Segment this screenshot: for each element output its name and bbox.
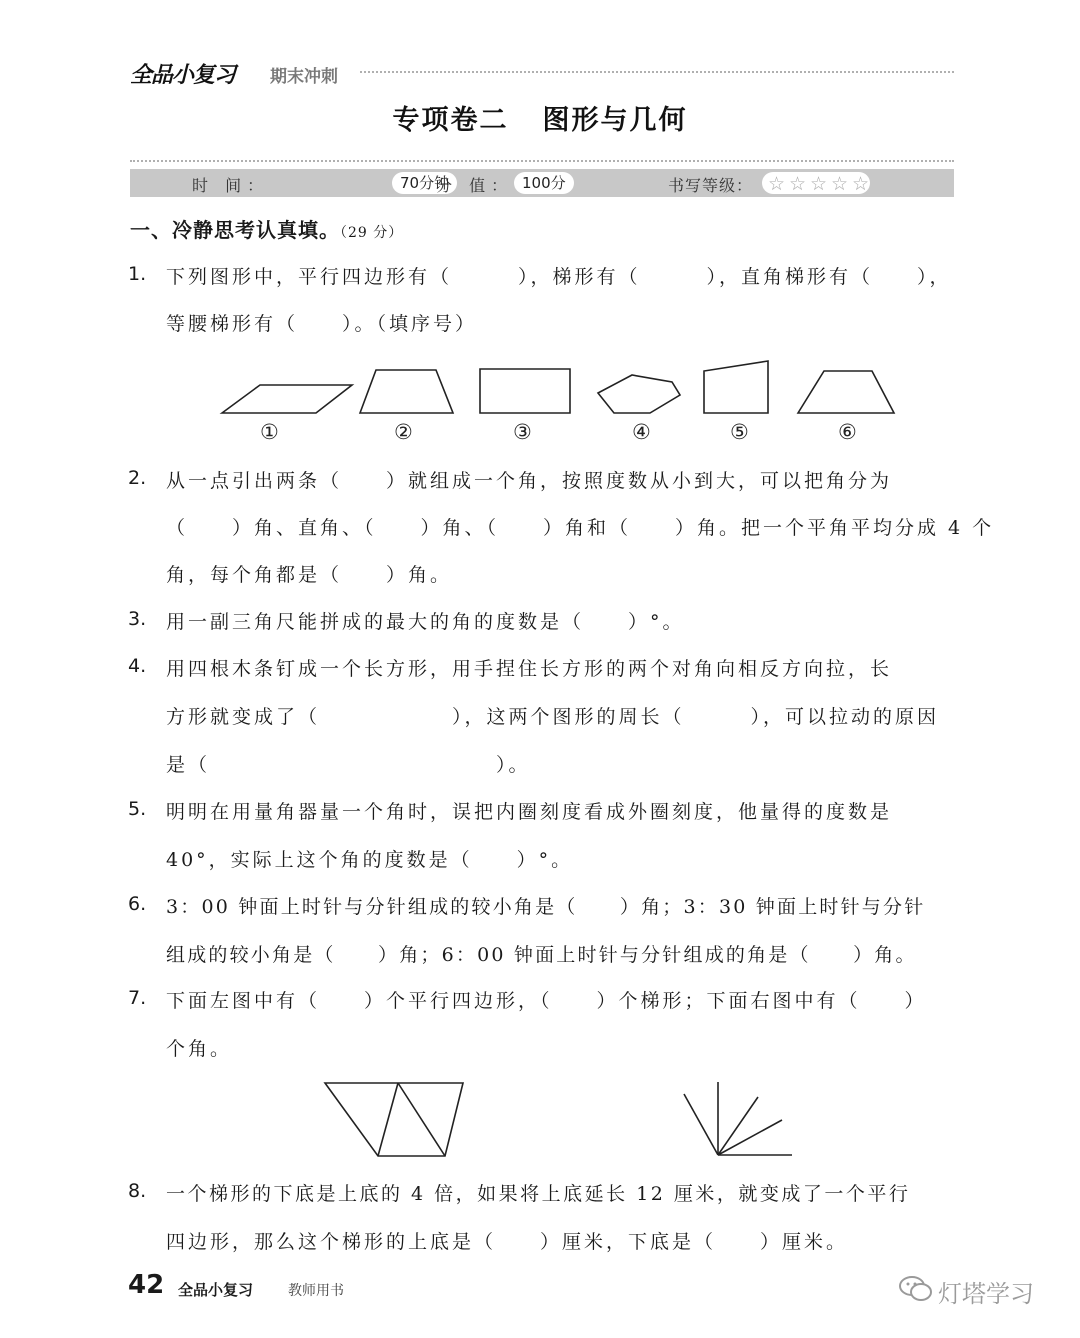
footer-subtitle: 教师用书 bbox=[288, 1283, 344, 1299]
title-divider bbox=[130, 160, 954, 162]
star-icon: ☆ bbox=[789, 173, 807, 195]
question-number: 4. bbox=[128, 655, 147, 677]
question-line: 用一副三角尺能拼成的最大的角的度数是（ ）°。 bbox=[166, 611, 685, 633]
question-line: 40°，实际上这个角的度数是（ ）°。 bbox=[166, 849, 574, 871]
star-icon: ☆ bbox=[831, 173, 849, 195]
section-heading bbox=[130, 214, 403, 243]
question-line: 方形就变成了（ ），这两个图形的周长（ ），可以拉动的原因 bbox=[166, 706, 940, 728]
shape-label: ① bbox=[260, 420, 279, 444]
question-number: 3. bbox=[128, 608, 147, 630]
time-label: 时 间： bbox=[192, 176, 270, 195]
shape-label: ⑤ bbox=[730, 420, 749, 444]
shape-6-isosceles-trapezoid bbox=[798, 371, 894, 413]
question-line: 是（ ）。 bbox=[166, 754, 531, 776]
shape-3-rectangle bbox=[480, 369, 570, 413]
page-title bbox=[0, 98, 1080, 137]
question-line: 3：00 钟面上时针与分针组成的较小角是（ ）角；3：30 钟面上时针与分针 bbox=[166, 896, 926, 918]
shape-label: ④ bbox=[632, 420, 651, 444]
title-part1: 专项卷二 bbox=[392, 105, 509, 136]
quadrilateral-figures bbox=[210, 355, 910, 450]
question-line: 个角。 bbox=[166, 1038, 233, 1060]
shape-5-right-trapezoid bbox=[704, 361, 768, 413]
question-line: 明明在用量角器量一个角时，误把内圈刻度看成外圈刻度，他量得的度数是 bbox=[166, 801, 893, 823]
shape-4-pentagon bbox=[598, 375, 680, 413]
shape-1-parallelogram bbox=[222, 385, 352, 413]
page-header bbox=[130, 58, 954, 88]
grade-stars bbox=[762, 172, 870, 194]
question-line: 组成的较小角是（ ）角；6：00 钟面上时针与分针组成的角是（ ）角。 bbox=[166, 944, 917, 966]
time-value: 70分钟 bbox=[392, 172, 457, 194]
question-number: 8. bbox=[128, 1180, 147, 1202]
shape-label: ② bbox=[394, 420, 413, 444]
page-number: 42 bbox=[128, 1270, 165, 1300]
footer-brand: 全品小复习 bbox=[178, 1281, 254, 1299]
star-icon: ☆ bbox=[852, 173, 870, 195]
question-line: 四边形，那么这个梯形的上底是（ ）厘米，下底是（ ）厘米。 bbox=[166, 1231, 849, 1253]
shape-2-trapezoid bbox=[360, 370, 453, 413]
question-line: 角，每个角都是（ ）角。 bbox=[166, 564, 453, 586]
title-part2: 图形与几何 bbox=[542, 105, 688, 136]
section-points: （29 分） bbox=[340, 225, 404, 241]
question-number: 1. bbox=[128, 263, 147, 285]
question-line: 一个梯形的下底是上底的 4 倍，如果将上底延长 12 厘米，就变成了一个平行 bbox=[166, 1183, 911, 1205]
question-number: 2. bbox=[128, 467, 147, 489]
question-line: 从一点引出两条（ ）就组成一个角，按照度数从小到大，可以把角分为 bbox=[166, 470, 893, 492]
brand-logo: 全品小复习 bbox=[130, 63, 236, 88]
wechat-icon bbox=[898, 1274, 934, 1304]
question-number: 7. bbox=[128, 987, 147, 1009]
question-number: 6. bbox=[128, 893, 147, 915]
question-number: 5. bbox=[128, 798, 147, 820]
question-line: 下面左图中有（ ）个平行四边形，（ ）个梯形；下面右图中有（ ） bbox=[166, 990, 927, 1012]
shape-label: ③ bbox=[513, 420, 532, 444]
question-line: 等腰梯形有（ ）。（填序号） bbox=[166, 313, 478, 335]
star-icon: ☆ bbox=[768, 173, 786, 195]
section-title: 一、冷静思考认真填。 bbox=[130, 218, 340, 242]
parallelogram-trapezoid-figure bbox=[320, 1078, 470, 1160]
star-icon: ☆ bbox=[810, 173, 828, 195]
info-bar bbox=[130, 169, 954, 197]
grade-label: 书写等级： bbox=[668, 176, 754, 195]
header-subtitle: 期末冲刺 bbox=[270, 67, 338, 87]
score-value: 100分 bbox=[514, 172, 574, 194]
score-label: 分 值： bbox=[436, 176, 514, 195]
watermark-text: 灯塔学习 bbox=[938, 1280, 1034, 1308]
header-divider bbox=[360, 71, 954, 73]
question-line: （ ）角、直角、（ ）角、（ ）角和（ ）角。把一个平角平均分成 4 个 bbox=[166, 517, 995, 539]
question-line: 用四根木条钉成一个长方形，用手捏住长方形的两个对角向相反方向拉，长 bbox=[166, 658, 893, 680]
shape-label: ⑥ bbox=[838, 420, 857, 444]
question-line: 下列图形中，平行四边形有（ ），梯形有（ ），直角梯形有（ ）， bbox=[166, 266, 952, 288]
angles-figure bbox=[678, 1080, 798, 1160]
